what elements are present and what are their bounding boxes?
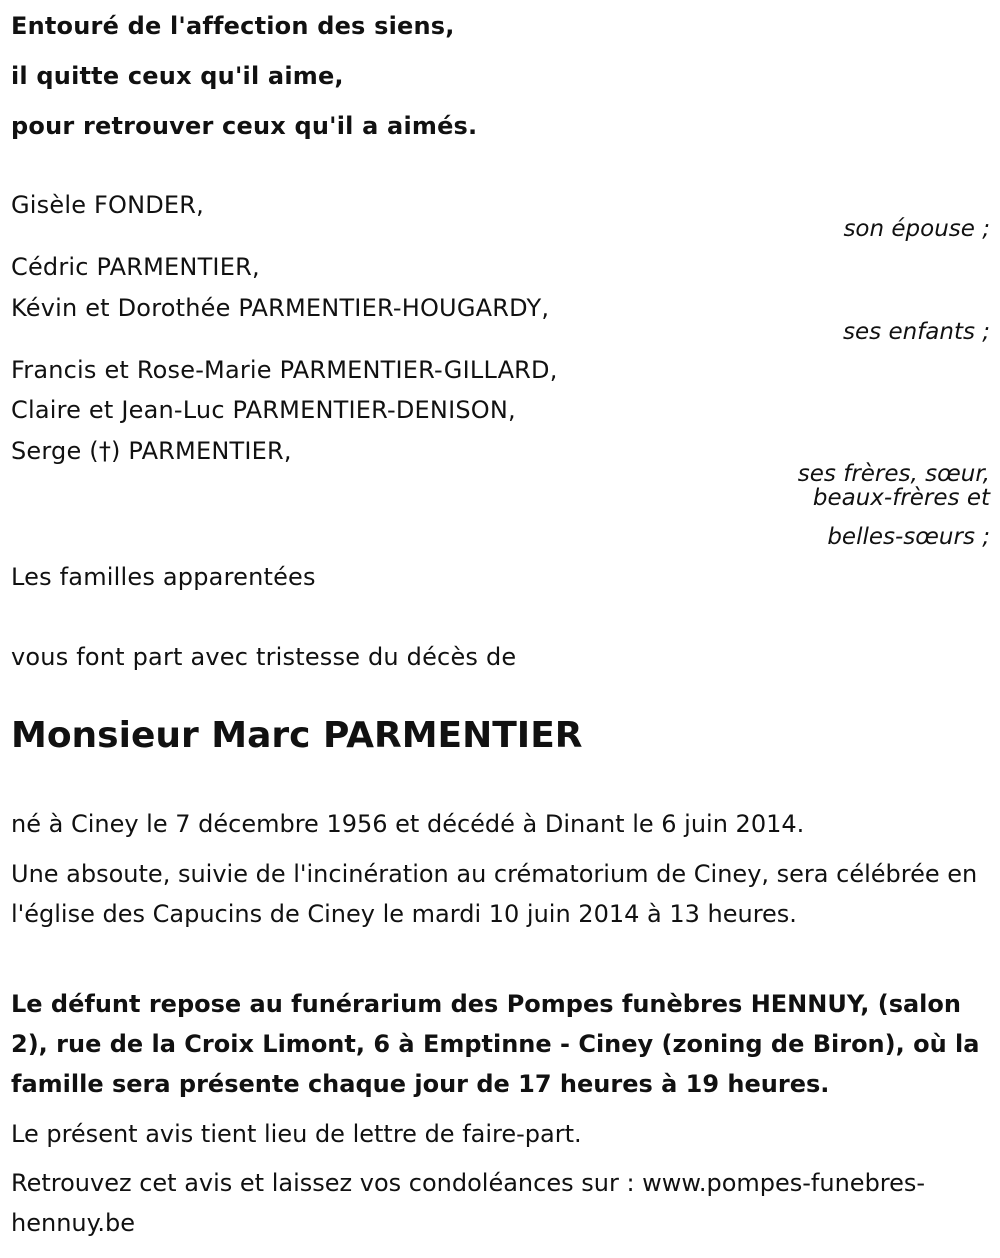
intro-line-3: pour retrouver ceux qu'il a aimés. bbox=[11, 112, 478, 140]
funerarium: Le défunt repose au funérarium des Pompes funèbres HENNUY, (salon 2), rue de la Croix Limont, 6 à Emptinne - Ciney (zoning de Biron), où la famille sera présente chaque jour de 17 heures à 19 heures. bbox=[11, 990, 980, 1098]
siblings-role-line-1: ses frères, sœur, bbox=[797, 461, 990, 487]
birth-death: né à Ciney le 7 décembre 1956 et décédé à Dinant le 6 juin 2014. bbox=[11, 810, 805, 838]
sibling-name: Francis et Rose-Marie PARMENTIER-GILLARD, bbox=[11, 356, 558, 384]
condolences: Retrouvez cet avis et laissez vos condoléances sur : www.pompes-funebres-hennuy.be bbox=[11, 1169, 926, 1237]
sibling-name: Serge (†) PARMENTIER, bbox=[11, 437, 292, 465]
intro-line-2: il quitte ceux qu'il aime, bbox=[11, 62, 344, 90]
siblings-role-line-2: beaux-frères et bbox=[812, 485, 990, 511]
child-name: Cédric PARMENTIER, bbox=[11, 253, 260, 281]
relatives: Les familles apparentées bbox=[11, 563, 316, 591]
announcement: vous font part avec tristesse du décès de bbox=[11, 643, 517, 671]
child-name: Kévin et Dorothée PARMENTIER-HOUGARDY, bbox=[11, 294, 550, 322]
siblings-role-line-3: belles-sœurs ; bbox=[827, 524, 990, 550]
children-role: ses enfants ; bbox=[843, 319, 990, 345]
intro-line-1: Entouré de l'affection des siens, bbox=[11, 12, 455, 40]
notice: Le présent avis tient lieu de lettre de faire-part. bbox=[11, 1120, 582, 1148]
spouse-role: son épouse ; bbox=[843, 216, 990, 242]
ceremony: Une absoute, suivie de l'incinération au crématorium de Ciney, sera célébrée en l'église des Capucins de Ciney le mardi 10 juin 2014 à 13 heures. bbox=[11, 860, 978, 928]
spouse-name: Gisèle FONDER, bbox=[11, 191, 204, 219]
sibling-name: Claire et Jean-Luc PARMENTIER-DENISON, bbox=[11, 396, 516, 424]
deceased-name: Monsieur Marc PARMENTIER bbox=[11, 715, 583, 756]
